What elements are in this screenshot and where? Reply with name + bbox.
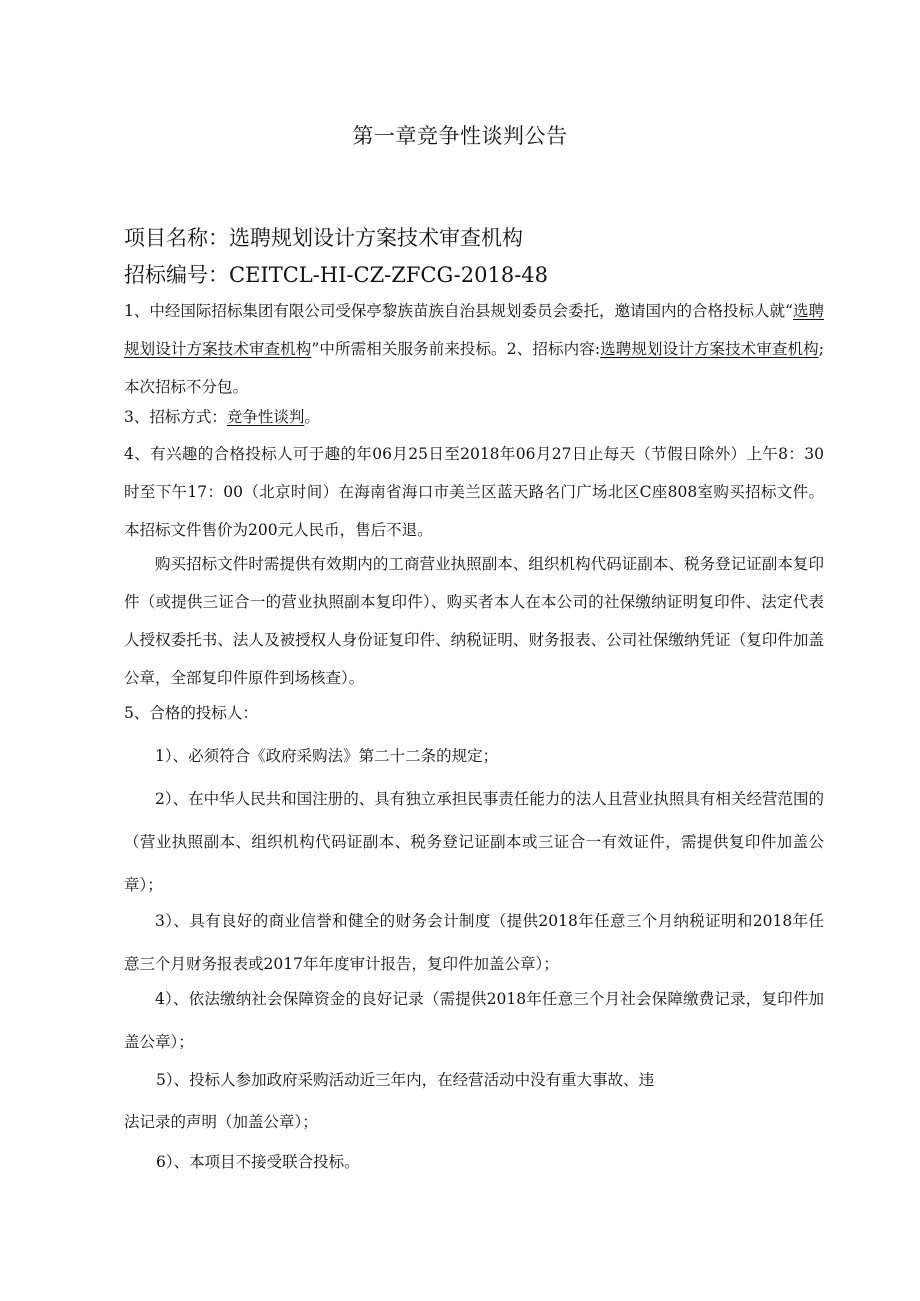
p1-text-e: ;本次招标不分包。	[124, 340, 824, 396]
qualification-5-line2: 法记录的声明（加盖公章）；	[124, 1113, 318, 1131]
p3-end: 。	[304, 408, 320, 426]
paragraph-1	[124, 292, 824, 406]
qualification-6: 6）、本项目不接受联合投标。	[156, 1153, 360, 1171]
p1-text-a: 1、中经国际招标集团有限公司受保亭黎族苗族自治县规划委员会委托，邀请国内的合格投标人就“	[124, 302, 793, 320]
paragraph-purchase: 购买招标文件时需提供有效期内的工商营业执照副本、组织机构代码证副本、税务登记证副本复印件（或提供三证合一的营业执照副本复印件）、购买者本人在本公司的社保缴纳证明复印件、法定代表人授权委托书、法人及被授权人身份证复印件、纳税证明、财务报表、公司社保缴纳凭证（复印件加盖公章，全部复印件原件到场核查）。	[124, 555, 824, 687]
p1-project-link: 选聘规划设计方案技术审查机构	[124, 302, 824, 358]
paragraph-4: 4、有兴趣的合格投标人可于趣的年06月25日至2018年06月27日止每天（节假日除外）上午8：30时至下午17：00（北京时间）在海南省海口市美兰区蓝天路名门广场北区C座808室购买招标文件。本招标文件售价为200元人民币，售后不退。	[124, 445, 824, 539]
qualification-2: 2）、在中华人民共和国注册的、具有独立承担民事责任能力的法人且营业执照具有相关经营范围的（营业执照副本、组织机构代码证副本、税务登记证副本或三证合一有效证件，需提供复印件加盖公章）；	[124, 790, 824, 894]
qualification-1: 1）、必须符合《政府采购法》第二十二条的规定；	[155, 747, 499, 765]
p1-text-c: ”中所需相关服务前来投标。2、招标内容:	[311, 340, 601, 358]
qualification-5-line1: 5）、投标人参加政府采购活动近三年内，在经营活动中没有重大事故、违	[156, 1071, 655, 1089]
qualification-4: 4）、依法缴纳社会保障资金的良好记录（需提供2018年任意三个月社会保障缴费记录，复印件加盖公章）；	[124, 990, 824, 1051]
qualification-3: 3）、具有良好的商业信誉和健全的财务会计制度（提供2018年任意三个月纳税证明和2018年任意三个月财务报表或2017年年度审计报告，复印件加盖公章）；	[124, 912, 824, 973]
p1-content-link: 选聘规划设计方案技术审查机构	[600, 340, 819, 358]
project-name: 项目名称：选聘规划设计方案技术审查机构	[124, 226, 523, 250]
p3-label: 3、招标方式：	[124, 408, 227, 426]
bid-number: 招标编号：CEITCL-HI-CZ-ZFCG-2018-48	[124, 263, 549, 287]
p3-method: 竞争性谈判	[226, 408, 305, 426]
paragraph-5: 5、合格的投标人：	[124, 704, 258, 722]
chapter-title: 第一章竞争性谈判公告	[352, 124, 568, 148]
paragraph-3	[124, 398, 824, 436]
